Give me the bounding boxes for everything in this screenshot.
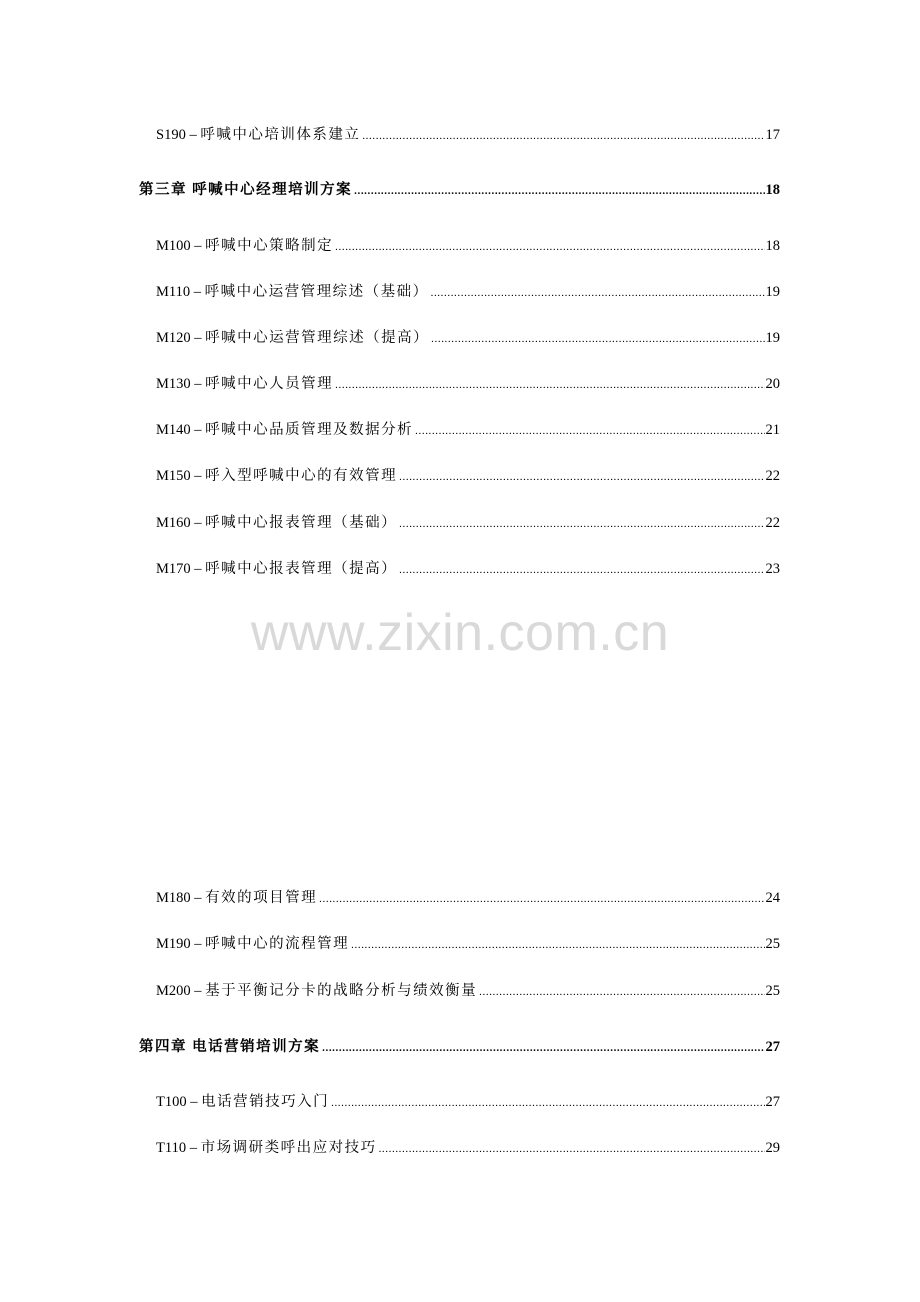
toc-entry-code: M110 – (156, 284, 205, 300)
toc-entry-label (156, 328, 429, 348)
toc-leader-dots (331, 1093, 764, 1113)
toc-leader-dots (322, 1038, 764, 1058)
toc-chapter-3[interactable] (139, 180, 780, 201)
toc-entry-code: M130 – (156, 376, 206, 392)
toc-entry-m140[interactable] (156, 420, 780, 441)
toc-page-number: 22 (765, 468, 780, 484)
toc-chapter-4[interactable] (139, 1037, 780, 1058)
toc-entry-code: M180 – (156, 890, 206, 906)
toc-page-number: 25 (765, 983, 780, 999)
toc-entry-title: 呼喊中心人员管理 (205, 376, 334, 392)
toc-entry-m120[interactable] (156, 328, 780, 349)
toc-leader-dots (379, 1139, 765, 1159)
toc-page-number: 19 (765, 330, 780, 346)
toc-entry-code: M190 – (156, 936, 206, 952)
toc-entry-s190[interactable] (156, 125, 780, 146)
toc-entry-label (139, 180, 352, 200)
toc-page-number: 18 (765, 238, 780, 254)
toc-entry-title: 呼喊中心报表管理（基础） (205, 515, 398, 531)
toc-leader-dots (431, 329, 764, 349)
toc-page-number: 27 (765, 1094, 780, 1110)
toc-entry-label (156, 125, 360, 145)
toc-page-number: 24 (765, 890, 780, 906)
toc-leader-dots (335, 237, 764, 257)
toc-entry-m170[interactable] (156, 559, 780, 580)
toc-entry-label (156, 559, 397, 579)
toc-leader-dots (399, 514, 764, 534)
toc-page-number: 19 (765, 284, 780, 300)
toc-entry-label (156, 888, 317, 908)
toc-entry-code: M140 – (156, 422, 206, 438)
toc-entry-label (156, 466, 397, 486)
toc-page-number: 21 (765, 422, 780, 438)
toc-entry-title: 第四章 电话营销培训方案 (139, 1039, 321, 1055)
toc-entry-t100[interactable] (156, 1092, 780, 1113)
toc-entry-code: M170 – (156, 561, 206, 577)
toc-leader-dots (319, 889, 764, 909)
toc-entry-title: 基于平衡记分卡的战略分析与绩效衡量 (205, 983, 478, 999)
toc-entry-code: M120 – (156, 330, 206, 346)
toc-entry-label (156, 1092, 329, 1112)
toc-entry-code: M100 – (156, 238, 206, 254)
toc-entry-code: M150 – (156, 468, 206, 484)
toc-leader-dots (479, 982, 764, 1002)
toc-page-number: 22 (765, 515, 780, 531)
toc-page-number: 17 (765, 127, 780, 143)
toc-entry-label (156, 934, 349, 954)
toc-page-number: 23 (765, 561, 780, 577)
toc-entry-title: 呼入型呼喊中心的有效管理 (205, 468, 398, 484)
toc-page-number: 20 (765, 376, 780, 392)
toc-entry-m190[interactable] (156, 934, 780, 955)
toc-leader-dots (351, 935, 764, 955)
toc-entry-label (156, 981, 477, 1001)
toc-leader-dots (415, 421, 764, 441)
toc-entry-code: M200 – (156, 983, 206, 999)
toc-entry-label (156, 374, 333, 394)
toc-entry-code: T100 – (156, 1094, 202, 1110)
toc-page-number: 29 (765, 1140, 780, 1156)
toc-entry-m130[interactable] (156, 374, 780, 395)
toc-entry-title: 市场调研类呼出应对技巧 (200, 1140, 377, 1156)
toc-entry-code: T110 – (156, 1140, 201, 1156)
toc-entry-title: 呼喊中心运营管理综述（提高） (205, 330, 430, 346)
toc-leader-dots (354, 181, 764, 201)
toc-entry-title: 电话营销技巧入门 (201, 1094, 330, 1110)
toc-entry-label (156, 1138, 377, 1158)
toc-leader-dots (399, 560, 764, 580)
toc-page-number: 25 (765, 936, 780, 952)
toc-leader-dots (399, 467, 764, 487)
toc-entry-m150[interactable] (156, 466, 780, 487)
toc-entry-title: 第三章 呼喊中心经理培训方案 (139, 182, 353, 198)
toc-entry-t110[interactable] (156, 1138, 780, 1159)
toc-entry-code: S190 – (156, 127, 201, 143)
toc-page-number: 27 (765, 1039, 780, 1055)
toc-entry-title: 呼喊中心培训体系建立 (200, 127, 361, 143)
toc-entry-title: 呼喊中心报表管理（提高） (205, 561, 398, 577)
toc-entry-m200[interactable] (156, 981, 780, 1002)
toc-entry-code: M160 – (156, 515, 206, 531)
toc-page-number: 18 (765, 182, 780, 198)
watermark-text: www.zixin.com.cn (250, 604, 670, 662)
toc-entry-title: 呼喊中心策略制定 (205, 238, 334, 254)
toc-leader-dots (431, 283, 765, 303)
toc-entry-title: 有效的项目管理 (205, 890, 318, 906)
toc-entry-title: 呼喊中心运营管理综述（基础） (204, 284, 429, 300)
toc-entry-m160[interactable] (156, 513, 780, 534)
toc-entry-label (156, 282, 429, 302)
toc-entry-title: 呼喊中心的流程管理 (205, 936, 350, 952)
toc-entry-m100[interactable] (156, 236, 780, 257)
toc-leader-dots (335, 375, 764, 395)
toc-entry-label (156, 513, 397, 533)
toc-entry-title: 呼喊中心品质管理及数据分析 (205, 422, 414, 438)
toc-entry-label (156, 236, 333, 256)
toc-entry-m110[interactable] (156, 282, 780, 303)
toc-entry-m180[interactable] (156, 888, 780, 909)
toc-leader-dots (362, 126, 764, 146)
toc-entry-label (156, 420, 413, 440)
toc-entry-label (139, 1037, 320, 1057)
